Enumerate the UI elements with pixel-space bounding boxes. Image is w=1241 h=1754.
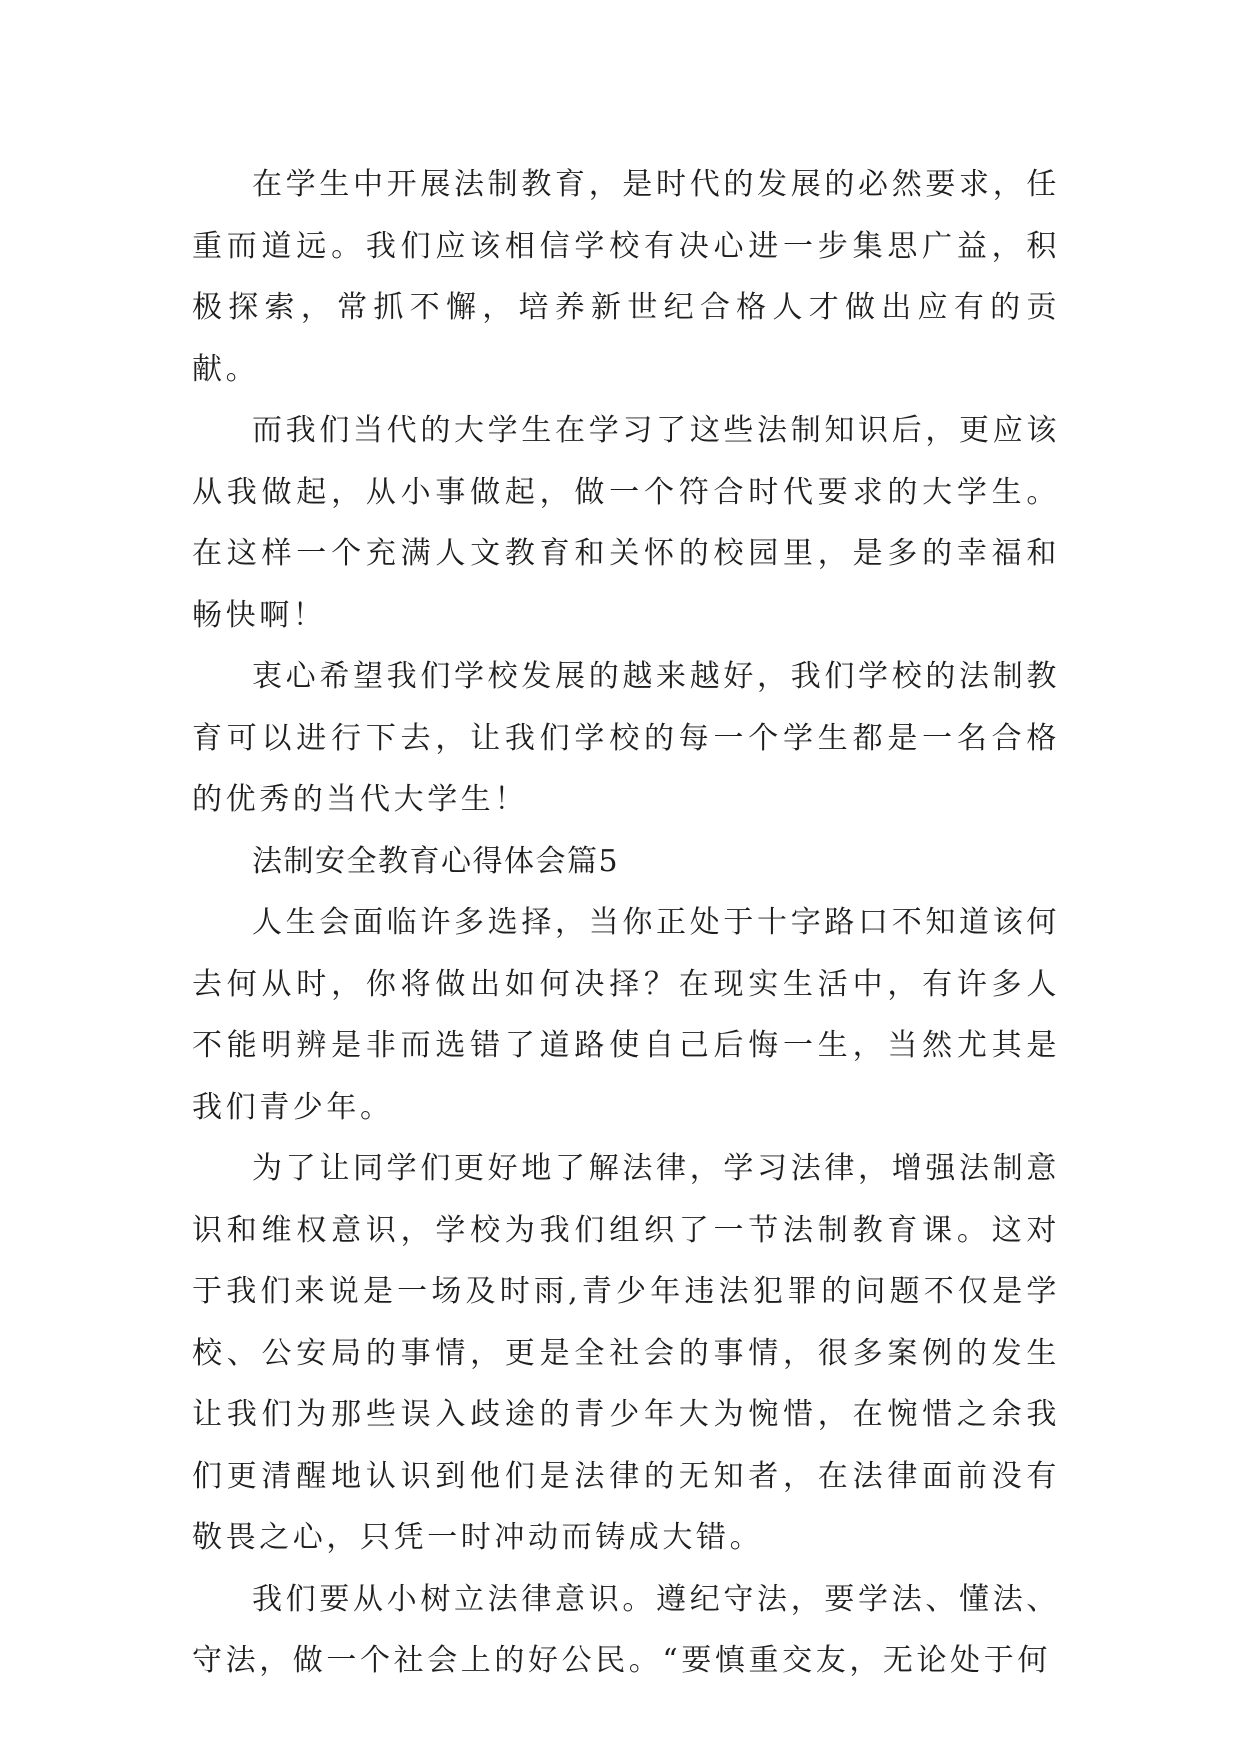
section-paragraph-3: 我们要从小树立法律意识。遵纪守法，要学法、懂法、守法，做一个社会上的好公民。“要慎重交友，无论处于何 bbox=[192, 1581, 1060, 1678]
paragraph-1: 在学生中开展法制教育，是时代的发展的必然要求，任重而道远。我们应该相信学校有决心进一步集思广益，积极探索，常抓不懈，培养新世纪合格人才做出应有的贡献。 bbox=[192, 167, 1060, 387]
paragraph-3: 衷心希望我们学校发展的越来越好，我们学校的法制教育可以进行下去，让我们学校的每一个学生都是一名合格的优秀的当代大学生！ bbox=[192, 659, 1060, 817]
document-body bbox=[192, 154, 1060, 1692]
section-heading: 法制安全教育心得体会篇5 bbox=[252, 843, 620, 879]
section-paragraph-2: 为了让同学们更好地了解法律，学习法律，增强法制意识和维权意识，学校为我们组织了一节法制教育课。这对于我们来说是一场及时雨,青少年违法犯罪的问题不仅是学校、公安局的事情，更是全社会的事情，很多案例的发生让我们为那些误入歧途的青少年大为惋惜，在惋惜之余我们更清醒地认识到他们是法律的无知者，在法律面前没有敬畏之心，只凭一时冲动而铸成大错。 bbox=[192, 1151, 1060, 1555]
paragraph-2: 而我们当代的大学生在学习了这些法制知识后，更应该从我做起，从小事做起，做一个符合时代要求的大学生。在这样一个充满人文教育和关怀的校园里，是多的幸福和畅快啊！ bbox=[192, 413, 1060, 633]
section-paragraph-1: 人生会面临许多选择，当你正处于十字路口不知道该何去何从时，你将做出如何决择？在现实生活中，有许多人不能明辨是非而选错了道路使自己后悔一生，当然尤其是我们青少年。 bbox=[192, 905, 1060, 1125]
